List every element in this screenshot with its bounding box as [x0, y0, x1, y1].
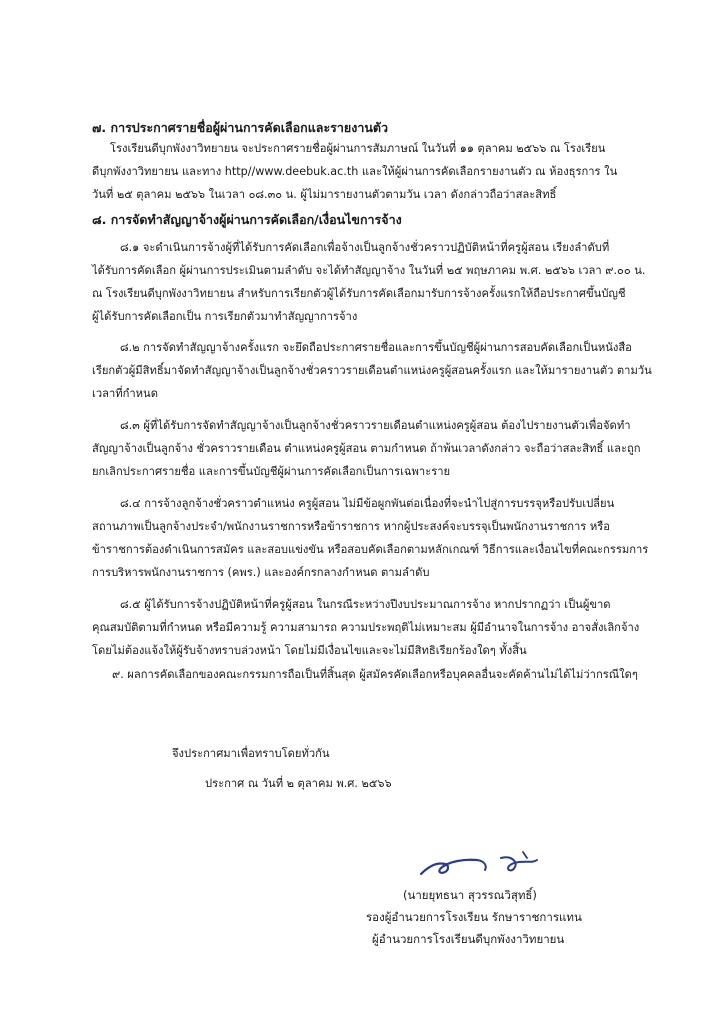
- closing-announcement: จึงประกาศมาเพื่อทราบโดยทั่วกัน: [172, 747, 330, 760]
- clause-8-5-line-2: คุณสมบัติตามที่กำหนด หรือมีความรู้ ความสามารถ ความประพฤติไม่เหมาะสม ผู้มีอำนาจในการจ้าง อาจสั่งเลิกจ้าง: [92, 621, 640, 634]
- clause-8-1-line-1: ๘.๑ จะดำเนินการจ้างผู้ที่ได้รับการคัดเลือกเพื่อจ้างเป็นลูกจ้างชั่วคราวปฏิบัติหน้าที่ครูผู้สอน เรียงลำดับที่: [120, 241, 610, 254]
- announcement-date: ประกาศ ณ วันที่ ๒ ตุลาคม พ.ศ. ๒๕๖๖: [205, 777, 392, 790]
- section-8-heading: ๘. การจัดทำสัญญาจ้างผู้ผ่านการคัดเลือก/เงื่อนไขการจ้าง: [92, 212, 402, 227]
- signer-title-1: รองผู้อำนวยการโรงเรียน รักษาราชการแทน: [366, 910, 582, 924]
- clause-8-2-line-1: ๘.๒ การจัดทำสัญญาจ้างครั้งแรก จะยึดถือประกาศรายชื่อและการขึ้นบัญชีผู้ผ่านการสอบคัดเลือกเป็นหนังสือ: [120, 341, 632, 354]
- clause-8-4-line-1: ๘.๔ การจ้างลูกจ้างชั่วคราวตำแหน่ง ครูผู้สอน ไม่มีข้อผูกพันต่อเนื่องที่จะนำไปสู่การบรรจุหรือปรับเปลี่ยน: [120, 497, 615, 510]
- clause-8-4-line-3: ข้าราชการต้องดำเนินการสมัคร และสอบแข่งขัน หรือสอบคัดเลือกตามหลักเกณฑ์ วิธีการและเงื่อนไขที่คณะกรรมการ: [92, 543, 649, 556]
- section-7-line-1: โรงเรียนดีบุกพังงาวิทยายน จะประกาศรายชื่อผู้ผ่านการสัมภาษณ์ ในวันที่ ๑๑ ตุลาคม ๒๕๖๖ ณ โรงเรียน: [110, 142, 606, 155]
- clause-8-4-line-4: การบริหารพนักงานราชการ (คพร.) และองค์กรกลางกำหนด ตามลำดับ: [92, 566, 430, 579]
- clause-8-3-line-1: ๘.๓ ผู้ที่ได้รับการจัดทำสัญญาจ้างเป็นลูกจ้างชั่วคราวรายเดือนตำแหน่งครูผู้สอน ต้องไปรายงานตัวเพื่อจัดทำ: [120, 419, 631, 432]
- signer-title-2: ผู้อำนวยการโรงเรียนดีบุกพังงาวิทยายน: [372, 932, 565, 946]
- section-9-text: ๙. ผลการคัดเลือกของคณะกรรมการถือเป็นที่สิ้นสุด ผู้สมัครคัดเลือกหรือบุคคลอื่นจะคัดค้านไม่ได้ไม่ว่ากรณีใดๆ: [112, 668, 638, 681]
- clause-8-4-line-2: สถานภาพเป็นลูกจ้างประจำ/พนักงานราชการหรือข้าราชการ หากผู้ประสงค์จะบรรจุเป็นพนักงานราชการ หรือ: [92, 520, 610, 533]
- clause-8-2-line-3: เวลาที่กำหนด: [92, 387, 158, 400]
- clause-8-1-line-3: ณ โรงเรียนดีบุกพังงาวิทยายน สำหรับการเรียกตัวผู้ได้รับการคัดเลือกมารับการจ้างครั้งแรกให้ถือประกาศขึ้นบัญชี: [92, 287, 626, 300]
- clause-8-1-line-4: ผู้ได้รับการคัดเลือกเป็น การเรียกตัวมาทำสัญญาการจ้าง: [92, 310, 358, 323]
- clause-8-5-line-1: ๘.๕ ผู้ได้รับการจ้างปฏิบัติหน้าที่ครูผู้สอน ในกรณีระหว่างปีงบประมาณการจ้าง หากปรากฏว่า เป็นผู้ขาด: [120, 598, 611, 611]
- clause-8-2-line-2: เรียกตัวผู้มีสิทธิ์มาจัดทำสัญญาจ้างเป็นลูกจ้างชั่วคราวรายเดือนตำแหน่งครูผู้สอนครั้งแรก และให้มารายงานตัว ตามวัน: [92, 364, 652, 377]
- clause-8-3-line-2: สัญญาจ้างเป็นลูกจ้าง ชั่วคราวรายเดือน ตำแหน่งครูผู้สอน ตามกำหนด ถ้าพ้นเวลาดังกล่าว จะถือว่าสละสิทธิ์ และถูก: [92, 442, 641, 455]
- signature-image: [415, 848, 545, 882]
- section-7-line-2: ดีบุกพังงาวิทยายน และทาง http//www.deebuk.ac.th และให้ผู้ผ่านการคัดเลือกรายงานตัว ณ ห้องธุรการ ใน: [92, 165, 618, 178]
- clause-8-3-line-3: ยกเลิกประกาศรายชื่อ และการขึ้นบัญชีผู้ผ่านการคัดเลือกเป็นการเฉพาะราย: [92, 465, 451, 478]
- section-7-heading: ๗. การประกาศรายชื่อผู้ผ่านการคัดเลือกและรายงานตัว: [92, 120, 389, 135]
- clause-8-1-line-2: ได้รับการคัดเลือก ผู้ผ่านการประเมินตามลำดับ จะได้ทำสัญญาจ้าง ในวันที่ ๒๕ พฤษภาคม พ.ศ. ๒๕๖๖ เวลา ๙.๐๐ น.: [92, 264, 646, 277]
- clause-8-5-line-3: โดยไม่ต้องแจ้งให้ผู้รับจ้างทราบล่วงหน้า โดยไม่มีเงื่อนไขและจะไม่มีสิทธิเรียกร้องใดๆ ทั้งสิ้น: [92, 644, 527, 657]
- section-7-line-3: วันที่ ๒๕ ตุลาคม ๒๕๖๖ ในเวลา ๐๘.๓๐ น. ผู้ไม่มารายงานตัวตามวัน เวลา ดังกล่าวถือว่าสละสิทธิ์: [92, 188, 557, 201]
- signer-name: (นายยุทธนา สุวรรณวิสุทธิ์): [403, 888, 537, 902]
